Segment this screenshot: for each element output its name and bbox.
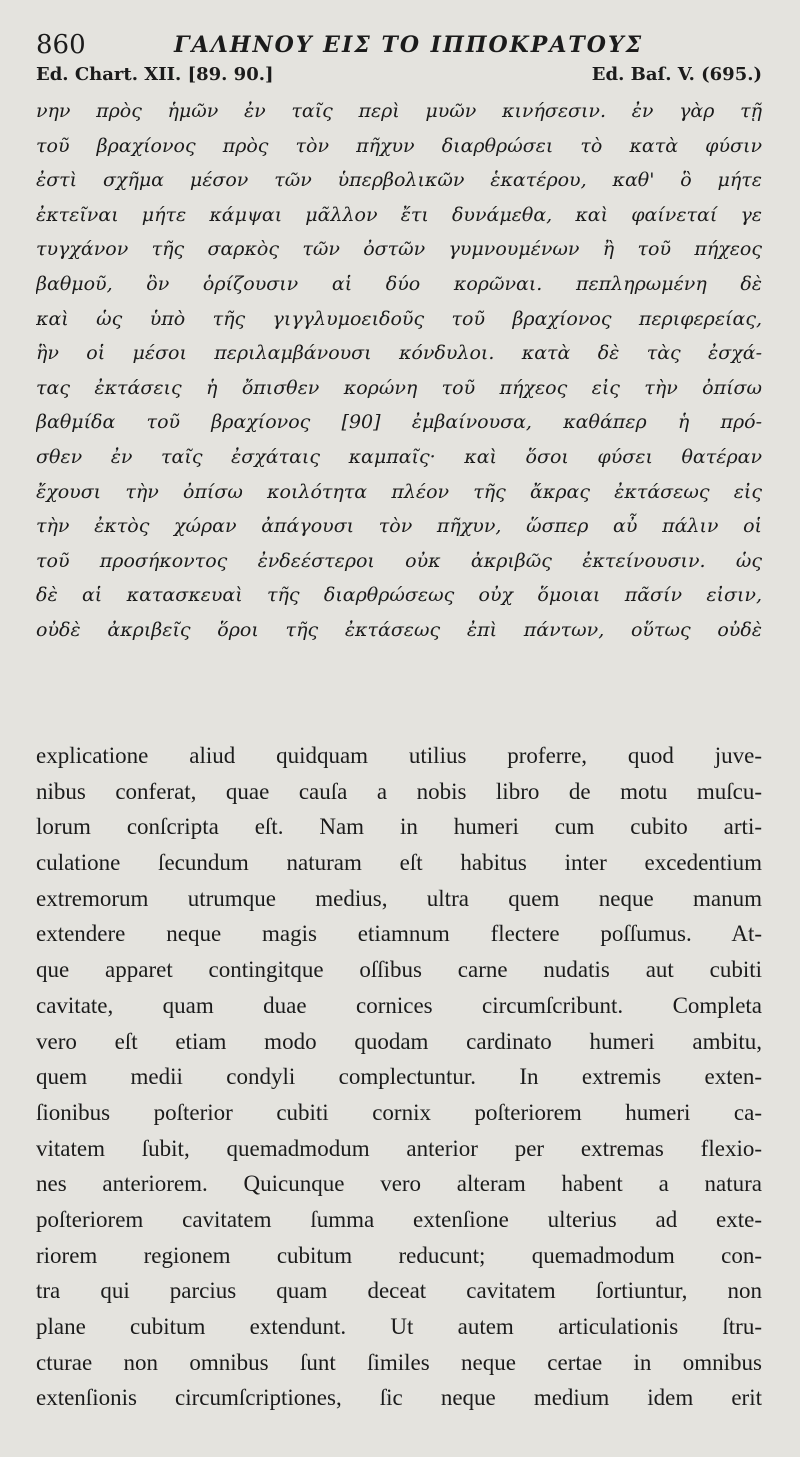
latin-line: extenſionis circumſcriptiones, ſic neque medium idem erit (36, 1385, 762, 1411)
greek-line: ἔχουσι τὴν ὀπίσω κοιλότητα πλέον τῆς ἄκρας ἐκτάσεως εἰς (36, 480, 762, 503)
greek-line: ἣν οἱ μέσοι περιλαμβάνουσι κόνδυλοι. κατὰ δὲ τὰς ἐσχά- (36, 342, 762, 365)
greek-line: τυγχάνον τῆς σαρκὸς τῶν ὀστῶν γυμνουμένων ἢ τοῦ πήχεος (36, 238, 762, 261)
edition-basel-reference: Ed. Baſ. V. (695.) (591, 64, 762, 85)
latin-line: extremorum utrumque medius, ultra quem neque manum (36, 885, 762, 911)
greek-line: τας ἐκτάσεις ἡ ὄπισθεν κορώνη τοῦ πήχεος εἰς τὴν ὀπίσω (36, 376, 762, 399)
latin-line: explicatione aliud quidquam utilius proferre, quod juve- (36, 743, 762, 768)
greek-line: σθεν ἐν ταῖς ἐσχάταις καμπαῖς· καὶ ὅσοι φύσει θατέραν (36, 445, 762, 468)
latin-text-block (36, 738, 762, 1416)
greek-line: τοῦ προσήκοντος ἐνδεέστεροι οὐκ ἀκριβῶς ἐκτείνουσιν. ὡς (36, 549, 762, 572)
edition-references (36, 64, 762, 92)
greek-line: δὲ αἱ κατασκευαὶ τῆς διαρθρώσεως οὐχ ὅμοιαι πᾶσίν εἰσιν, (36, 584, 762, 607)
page-number: 860 (36, 30, 86, 60)
latin-line: lorum conſcripta eſt. Nam in humeri cum cubito arti- (36, 814, 762, 840)
latin-line: cavitate, quam duae cornices circumſcribunt. Completa (36, 992, 762, 1018)
latin-line: vero eſt etiam modo quodam cardinato humeri ambitu, (36, 1028, 762, 1054)
latin-line: vitatem ſubit, quemadmodum anterior per extremas flexio- (36, 1135, 762, 1161)
greek-line: τοῦ βραχίονος πρὸς τὸν πῆχυν διαρθρώσει τὸ κατὰ φύσιν (36, 134, 762, 157)
greek-line: ἐκτεῖναι μήτε κάμψαι μᾶλλον ἔτι δυνάμεθα, καὶ φαίνεταί γε (36, 203, 762, 226)
greek-line: βαθμοῦ, ὃν ὁρίζουσιν αἱ δύο κορῶναι. πεπληρωμένη δὲ (36, 272, 762, 295)
latin-line: poſteriorem cavitatem ſumma extenſione ulterius ad exte- (36, 1206, 762, 1232)
running-title: ΓΑΛΗΝΟΥ ΕΙΣ ΤΟ ΙΠΠΟΚΡΑΤΟΥΣ (174, 32, 644, 58)
page-header (36, 30, 762, 64)
latin-line: nes anteriorem. Quicunque vero alteram habent a natura (36, 1171, 762, 1197)
greek-line: νην πρὸς ἡμῶν ἐν ταῖς περὶ μυῶν κινήσεσιν. ἐν γὰρ τῇ (36, 100, 762, 122)
latin-line: que apparet contingitque oſſibus carne nudatis aut cubiti (36, 957, 762, 983)
latin-line: riorem regionem cubitum reducunt; quemadmodum con- (36, 1242, 762, 1268)
latin-line: tra qui parcius quam deceat cavitatem ſortiuntur, non (36, 1278, 762, 1304)
greek-line: καὶ ὡς ὑπὸ τῆς γιγγλυμοειδοῦς τοῦ βραχίονος περιφερείας, (36, 307, 762, 330)
greek-line: τὴν ἐκτὸς χώραν ἀπάγουσι τὸν πῆχυν, ὥσπερ αὖ πάλιν οἱ (36, 515, 762, 538)
latin-line: cturae non omnibus ſunt ſimiles neque certae in omnibus (36, 1349, 762, 1375)
latin-line: extendere neque magis etiamnum flectere poſſumus. At- (36, 921, 762, 947)
latin-line: nibus conferat, quae cauſa a nobis libro de motu muſcu- (36, 778, 762, 804)
greek-text-block (36, 94, 762, 648)
latin-line: culatione ſecundum naturam eſt habitus inter excedentium (36, 850, 762, 876)
latin-line: ſionibus poſterior cubiti cornix poſteriorem humeri ca- (36, 1099, 762, 1125)
greek-line: βαθμίδα τοῦ βραχίονος [90] ἐμβαίνουσα, καθάπερ ἡ πρό- (36, 411, 762, 434)
greek-line: ἐστὶ σχῆμα μέσον τῶν ὑπερβολικῶν ἑκατέρου, καθ' ὃ μήτε (36, 169, 762, 192)
greek-line: οὐδὲ ἀκριβεῖς ὅροι τῆς ἐκτάσεως ἐπὶ πάντων, οὕτως οὐδὲ (36, 618, 762, 641)
latin-line: plane cubitum extendunt. Ut autem articulationis ſtru- (36, 1314, 762, 1339)
latin-line: quem medii condyli complectuntur. In extremis exten- (36, 1064, 762, 1090)
edition-chartier-reference: Ed. Chart. XII. [89. 90.] (36, 64, 274, 85)
